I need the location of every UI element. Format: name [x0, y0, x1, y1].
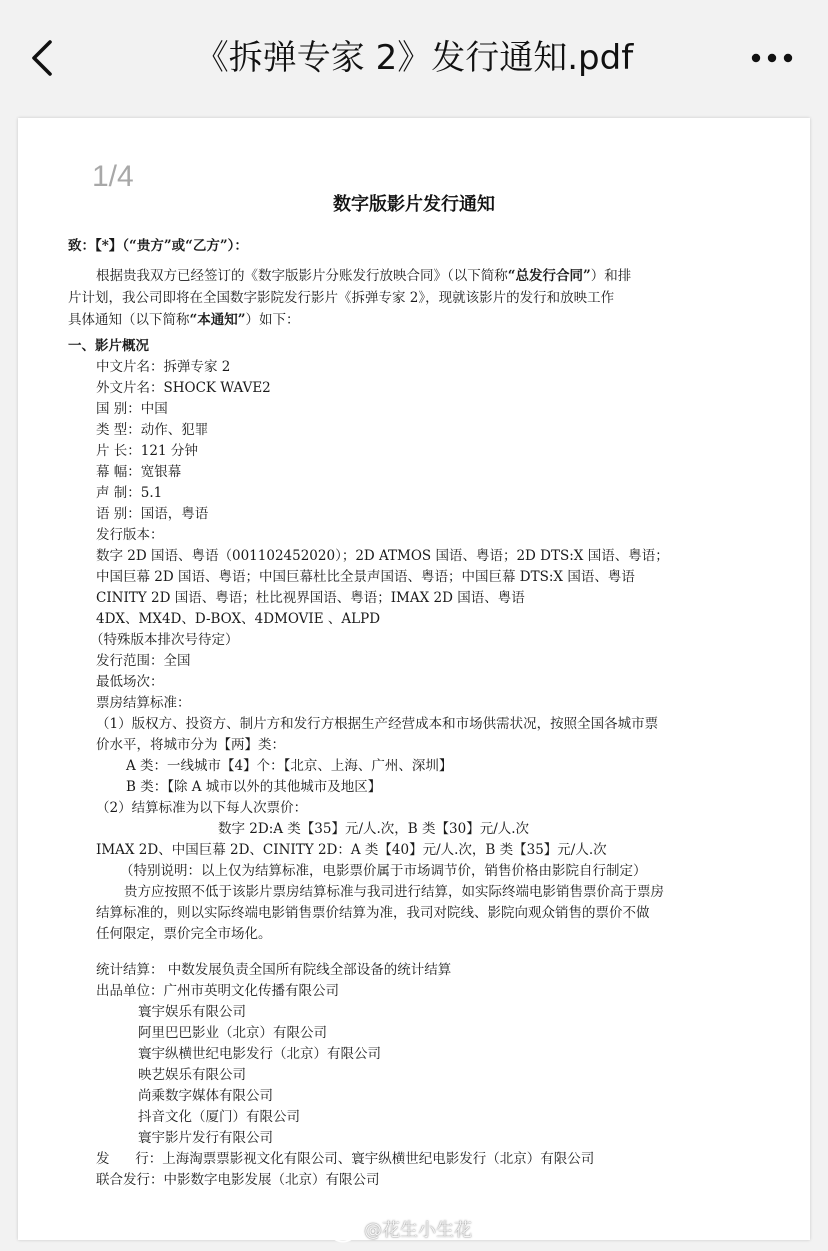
intro-line-1: 根据贵我双方已经签订的《数字版影片分账发行放映合同》（以下简称“总发行合同”）和排	[96, 268, 632, 284]
version-line: 中国巨幕 2D 国语、粤语；中国巨幕杜比全景声国语、粤语；中国巨幕 DTS:X 国语、粤语	[96, 569, 635, 585]
distribution-line: 发 行：上海淘票票影视文化有限公司、寰宇纵横世纪电影发行（北京）有限公司	[96, 1151, 595, 1167]
intro-line-2: 片计划，我公司即将在全国数字影院发行影片《拆弹专家 2》，现就该影片的发行和放映工作	[68, 290, 615, 306]
settlement-paragraph: 任何限定，票价完全市场化。	[96, 926, 272, 942]
producers-label: 出品单位：	[96, 983, 164, 999]
section-heading: 一、影片概况	[68, 338, 149, 354]
settlement-clause-1-cont: 价水平，将城市分为【两】类：	[96, 737, 285, 753]
statistics-line: 统计结算： 中数发展负责全国所有院线全部设备的统计结算	[96, 962, 452, 978]
watermark-text: @花生小生花	[364, 1220, 472, 1241]
price-imax: IMAX 2D、中国巨幕 2D、CINITY 2D：A 类【40】元/人.次，B 类【35】元/人.次	[96, 842, 607, 858]
more-options-button[interactable]	[746, 38, 798, 78]
joint-distribution-line: 联合发行：中影数字电影发展（北京）有限公司	[96, 1172, 380, 1188]
version-line: 4DX、MX4D、D-BOX、4DMOVIE 、ALPD	[96, 611, 381, 627]
chevron-left-icon	[22, 34, 66, 82]
pdf-page[interactable]	[18, 118, 810, 1240]
min-screenings: 最低场次：	[96, 674, 164, 690]
more-horizontal-icon	[746, 38, 798, 78]
overview-line: 幕 幅：宽银幕	[96, 464, 182, 480]
watermark	[330, 1216, 472, 1246]
settlement-paragraph: 结算标准的，则以实际终端电影销售票价结算为准，我司对院线、影院向观众销售的票价不做	[96, 905, 650, 921]
weibo-logo-icon	[330, 1219, 360, 1243]
special-version-note: （特殊版本排次号待定）	[90, 632, 239, 648]
city-class-b: B 类：【除 A 城市以外的其他城市及地区】	[126, 779, 382, 795]
special-note: （特别说明：以上仅为结算标准，电影票价属于市场调节价，销售价格由影院自行制定）	[120, 863, 647, 879]
overview-line: 国 别：中国	[96, 401, 168, 417]
version-line: 数字 2D 国语、粤语（001102452020）；2D ATMOS 国语、粤语；2D DTS:X 国语、粤语；	[96, 548, 669, 564]
overview-line: 类 型：动作、犯罪	[96, 422, 209, 438]
producer-name: 寰宇纵横世纪电影发行（北京）有限公司	[138, 1046, 381, 1062]
page-indicator: 1/4	[92, 160, 134, 193]
overview-line: 片 长：121 分钟	[96, 443, 198, 459]
producer-name: 寰宇影片发行有限公司	[138, 1130, 273, 1146]
city-class-a: A 类：一线城市【4】个：【北京、上海、广州、深圳】	[126, 758, 453, 774]
settlement-heading: 票房结算标准：	[96, 695, 191, 711]
settlement-paragraph: 贵方应按照不低于该影片票房结算标准与我司进行结算，如实际终端电影销售票价高于票房	[124, 884, 664, 900]
top-navigation-bar	[0, 0, 828, 104]
producer-name: 尚乘数字媒体有限公司	[138, 1088, 273, 1104]
salutation: 致：【*】（“贵方”或“乙方”）：	[68, 238, 248, 254]
version-line: CINITY 2D 国语、粤语；杜比视界国语、粤语；IMAX 2D 国语、粤语	[96, 590, 525, 606]
overview-line: 中文片名：拆弹专家 2	[96, 359, 231, 375]
settlement-clause-2: （2）结算标准为以下每人次票价：	[96, 800, 308, 816]
price-digital: 数字 2D:A 类【35】元/人.次，B 类【30】元/人.次	[218, 821, 530, 837]
file-title: 《拆弹专家 2》发行通知.pdf	[194, 38, 634, 78]
release-scope: 发行范围：全国	[96, 653, 191, 669]
producer-name: 阿里巴巴影业（北京）有限公司	[138, 1025, 327, 1041]
producer-name: 寰宇娱乐有限公司	[138, 1004, 246, 1020]
overview-line: 发行版本：	[96, 527, 164, 543]
producer-name: 映艺娱乐有限公司	[138, 1067, 246, 1083]
producers-line	[96, 981, 339, 1001]
producer-name: 广州市英明文化传播有限公司	[163, 983, 339, 999]
producer-name: 抖音文化（厦门）有限公司	[138, 1109, 300, 1125]
document-title: 数字版影片发行通知	[333, 194, 495, 215]
overview-line: 外文片名：SHOCK WAVE2	[96, 380, 271, 396]
intro-line-3: 具体通知（以下简称“本通知”）如下：	[68, 312, 300, 328]
overview-line: 声 制：5.1	[96, 485, 163, 501]
settlement-clause-1: （1）版权方、投资方、制片方和发行方根据生产经营成本和市场供需状况，按照全国各城市票	[96, 716, 659, 732]
overview-line: 语 别：国语，粤语	[96, 506, 209, 522]
back-button[interactable]	[22, 34, 66, 82]
